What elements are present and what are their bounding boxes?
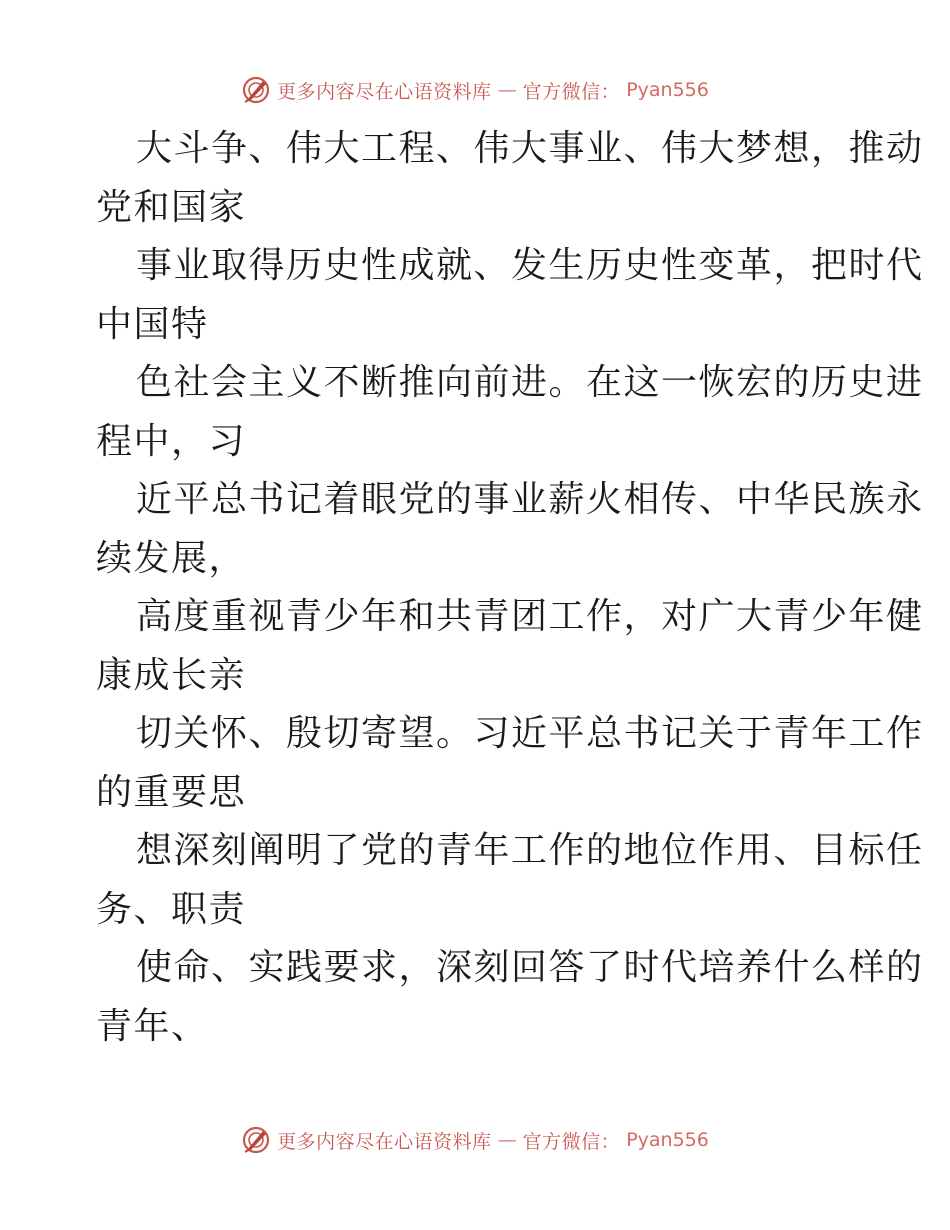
text-line: 近平总书记着眼党的事业薪火相传、中华民族永 bbox=[136, 479, 924, 520]
text-line: 大斗争、伟大工程、伟大事业、伟大梦想，推动 bbox=[136, 128, 924, 169]
text-line: 事业取得历史性成就、发生历史性变革，把时代 bbox=[136, 245, 924, 286]
text-line: 切关怀、殷切寄望。习近平总书记关于青年工作 bbox=[136, 713, 924, 754]
text-line: 想深刻阐明了党的青年工作的地位作用、目标任 bbox=[136, 830, 924, 871]
quill-logo-icon bbox=[241, 75, 271, 105]
text-line: 高度重视青少年和共青团工作，对广大青少年健 bbox=[136, 596, 924, 637]
footer-banner-official: 官方微信： bbox=[522, 1130, 621, 1153]
text-line: 续发展， bbox=[96, 537, 247, 579]
text-line: 的重要思 bbox=[96, 771, 247, 813]
text-line: 务、职责 bbox=[96, 888, 247, 930]
footer-banner-dash: — bbox=[497, 1129, 517, 1151]
text-line: 色社会主义不断推向前进。在这一恢宏的历史进 bbox=[136, 362, 924, 403]
footer-banner-account: Pyan556 bbox=[626, 1129, 709, 1151]
text-line: 康成长亲 bbox=[96, 654, 247, 696]
text-line: 党和国家 bbox=[96, 186, 247, 228]
text-line: 使命、实践要求，深刻回答了时代培养什么样的 bbox=[136, 947, 924, 988]
footer-banner bbox=[0, 1120, 950, 1160]
document-body bbox=[96, 120, 924, 1056]
header-banner-dash: — bbox=[497, 79, 517, 101]
header-banner-content bbox=[241, 75, 709, 105]
quill-logo-icon bbox=[241, 1125, 271, 1155]
header-banner bbox=[0, 70, 950, 110]
text-line: 中国特 bbox=[96, 303, 209, 345]
text-line: 程中，习 bbox=[96, 420, 247, 462]
footer-banner-text: 更多内容尽在心语资料库 bbox=[277, 1130, 492, 1153]
header-banner-official: 官方微信： bbox=[522, 80, 621, 103]
footer-banner-content bbox=[241, 1125, 709, 1155]
text-line: 青年、 bbox=[96, 1005, 209, 1047]
header-banner-account: Pyan556 bbox=[626, 79, 709, 101]
header-banner-text: 更多内容尽在心语资料库 bbox=[277, 80, 492, 103]
